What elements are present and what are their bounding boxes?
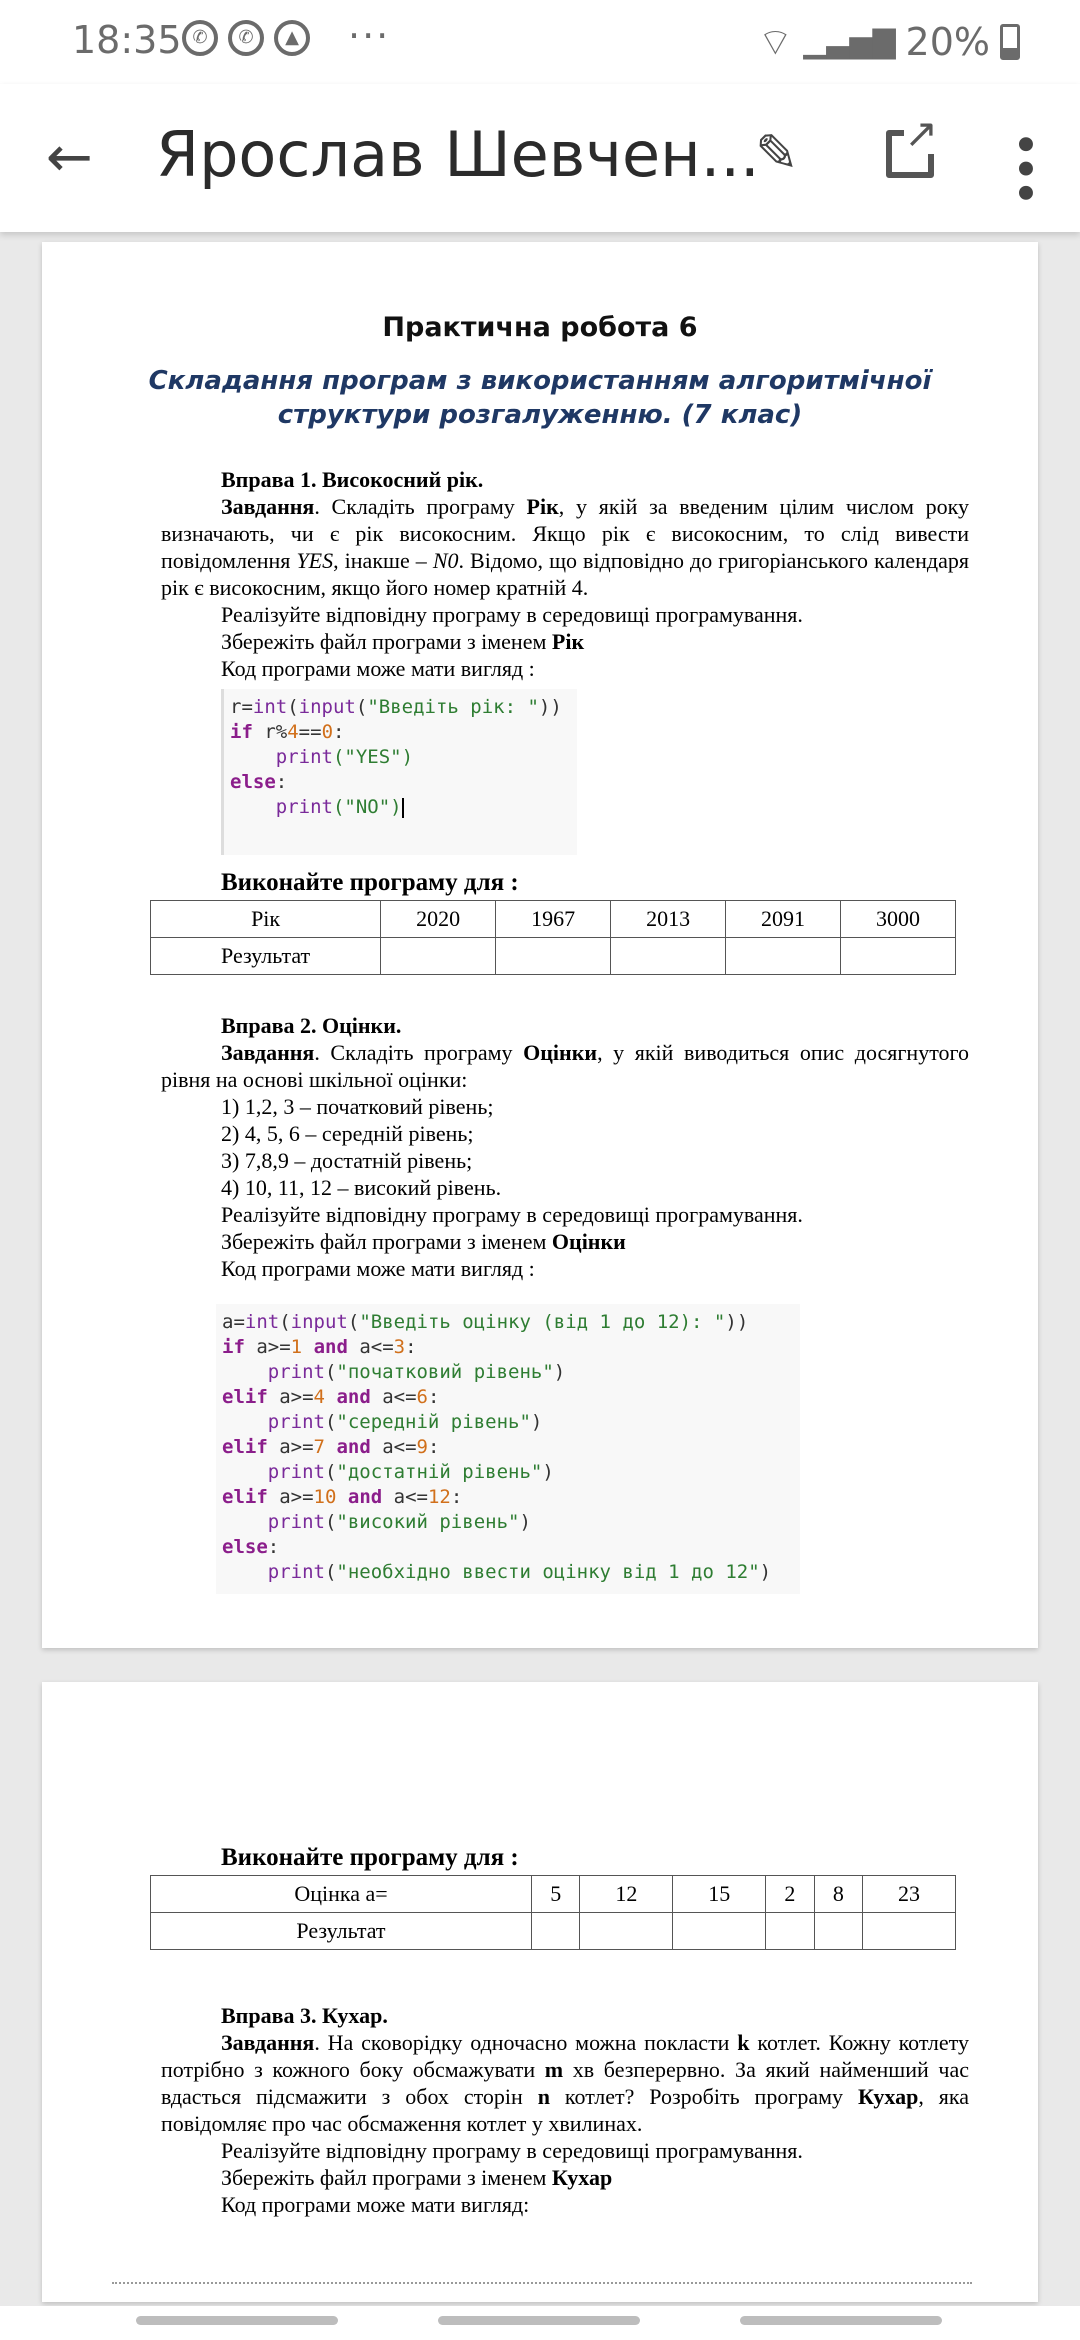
- code1-l2-b: ==: [298, 721, 322, 743]
- code2-message: "необхідно ввести оцінку від 1 до 12": [336, 1561, 760, 1583]
- ex3-save-prefix: Збережіть файл програми з іменем: [221, 2165, 552, 2190]
- ex3-task: [161, 2029, 969, 2137]
- ex3-k: k: [737, 2030, 750, 2055]
- table-cell: 23: [863, 1876, 956, 1913]
- more-vert-icon[interactable]: •••: [996, 130, 1052, 203]
- code1-l1-paren1: (: [287, 696, 299, 718]
- table-row-label: Рік: [151, 901, 381, 938]
- code2-number: 4: [313, 1386, 325, 1408]
- code2-and: and: [336, 1386, 371, 1408]
- status-bar: [0, 0, 1080, 84]
- ex1-task-text-c: , інакше –: [333, 548, 433, 573]
- subtitle-line-2: структури розгалуженню. (7 клас): [277, 400, 803, 430]
- ex2-task-text-b: , у якій виводиться опис досягнутого рівня на основі шкільної оцінки:: [161, 1040, 969, 1092]
- signal-icon: ▁▃▅▇: [803, 24, 896, 60]
- code1-l1-end: )): [538, 696, 562, 718]
- table-cell-empty: [766, 1913, 814, 1950]
- code2-number: 12: [427, 1486, 451, 1508]
- ex3-task-text-e: , яка повідомляє про час обсмаження котлет у хвилинах.: [161, 2084, 969, 2136]
- cut-off-code-line: [112, 2282, 972, 2284]
- code2-number: 9: [416, 1436, 428, 1458]
- list-item: 3) 7,8,9 – достатній рівень;: [221, 1148, 473, 1173]
- table-cell: 15: [673, 1876, 766, 1913]
- ex1-code-block: [221, 689, 577, 855]
- code1-l4-colon: :: [275, 771, 288, 793]
- ex3-code-intro: Код програми може мати вигляд:: [221, 2192, 530, 2217]
- text-cursor: [402, 798, 404, 818]
- ex1-task-text-a: . Складіть програму: [314, 494, 527, 519]
- code2-print: print: [267, 1461, 325, 1483]
- code2-keyword: elif: [222, 1436, 268, 1458]
- code1-l1-int: int: [252, 696, 288, 718]
- table-cell: 2: [766, 1876, 814, 1913]
- ex3-task-text-d: котлет? Розробіть програму: [550, 2084, 858, 2109]
- table-row: [151, 938, 956, 975]
- code2-print: print: [267, 1361, 325, 1383]
- code1-l3-string: ("YES"): [332, 746, 414, 768]
- ex2-save-name: Оцінки: [551, 1229, 626, 1254]
- list-item: 2) 4, 5, 6 – середній рівень;: [221, 1121, 474, 1146]
- code1-l4-else: else: [230, 771, 276, 793]
- ex3-n: n: [537, 2084, 550, 2109]
- code1-l2-n2: 0: [321, 721, 334, 743]
- table-cell-empty: [841, 938, 956, 975]
- ex3-implement: Реалізуйте відповідну програму в середовищі програмування.: [221, 2138, 803, 2163]
- code1-l1-input: input: [298, 696, 356, 718]
- open-external-icon[interactable]: [886, 130, 934, 178]
- ex2-run-heading: Виконайте програму для :: [221, 1844, 519, 1871]
- ex1-save-name: Рік: [551, 629, 585, 654]
- code2-else: else: [222, 1536, 268, 1558]
- ex2-task-text-a: . Складіть програму: [314, 1040, 524, 1065]
- ex2-task: [161, 1039, 969, 1093]
- ex1-save-prefix: Збережіть файл програми з іменем: [221, 629, 552, 654]
- nav-back-handle[interactable]: [740, 2316, 942, 2325]
- ex2-program-name: Оцінки: [523, 1040, 598, 1065]
- code2-number: 10: [313, 1486, 337, 1508]
- code2-keyword: elif: [222, 1486, 268, 1508]
- table-cell: 8: [814, 1876, 862, 1913]
- battery-icon: [1000, 24, 1020, 60]
- practice-title: Практична робота 6: [382, 312, 698, 343]
- ex2-items: [221, 1093, 501, 1201]
- table-row: [151, 1913, 956, 1950]
- table-cell-empty: [531, 1913, 579, 1950]
- table-cell-empty: [496, 938, 611, 975]
- ex3-heading: Вправа 3. Кухар.: [221, 2003, 388, 2028]
- code2-message: "високий рівень": [336, 1511, 520, 1533]
- edit-pencil-icon[interactable]: ✎: [755, 124, 799, 184]
- nav-home-handle[interactable]: [438, 2316, 640, 2325]
- ex1-heading: Вправа 1. Високосний рік.: [221, 467, 484, 492]
- code2-print: print: [267, 1561, 325, 1583]
- ex1-program-name: Рік: [526, 494, 559, 519]
- code1-l2-n1: 4: [287, 721, 299, 743]
- list-item: 4) 10, 11, 12 – високий рівень.: [221, 1175, 502, 1200]
- table-cell: 5: [531, 1876, 579, 1913]
- table-row: [151, 901, 956, 938]
- table-row-label: Результат: [151, 938, 381, 975]
- ex3-task-text-a: . На сковорідку одночасно можна покласти: [314, 2030, 738, 2055]
- code1-l2-a: r%: [252, 721, 288, 743]
- ex3-task-text-b: котлет. Кожну котлету потрібно з кожного боку обсмажувати: [161, 2030, 969, 2082]
- ex3-task-text-c: хв безперервно. За який найменший час вдасться підсмажити з обох сторін: [161, 2057, 969, 2109]
- ex3-m: m: [544, 2057, 564, 2082]
- code2-message: "середній рівень": [336, 1411, 531, 1433]
- code1-l1-paren2: (: [355, 696, 368, 718]
- code1-l5-string: ("NO"): [332, 796, 402, 818]
- subtitle-line-1: Складання програм з використанням алгоритмічної: [148, 366, 932, 396]
- status-right: [758, 18, 1021, 66]
- ex1-task-text-b: , у якій за введеним цілим числом року визначають, чи є рік високосним. Якщо рік є високосним, то слід вивести повідомлення: [161, 494, 970, 573]
- table-cell-empty: [726, 938, 841, 975]
- ex2-code-block: a=int(input("Введіть оцінку (від 1 до 12): ")) if a>=1 and a<=3: print("початковий рівень") elif a>=4 and a<=6: print("середній рівень") elif a>=7 and a<=9: print("достатній рівень") elif a>=10 and a<=12: print("високий рівень") else: print("необхідно ввести оцінку від 1 до 12"): [216, 1304, 800, 1594]
- nav-recents-handle[interactable]: [136, 2316, 338, 2325]
- table-cell: 3000: [841, 901, 956, 938]
- code1-l2-colon: :: [333, 721, 345, 743]
- table-cell-empty: [611, 938, 726, 975]
- table-row-label: Оцінка а=: [151, 1876, 532, 1913]
- table-cell-empty: [673, 1913, 766, 1950]
- code2-and: and: [313, 1336, 348, 1358]
- ex1-task: [161, 493, 969, 601]
- ex1-run-heading: Виконайте програму для :: [221, 869, 519, 896]
- code2-and: and: [336, 1436, 371, 1458]
- code1-l5-print: print: [275, 796, 333, 818]
- back-arrow-icon[interactable]: ←: [46, 125, 93, 190]
- ex3-save: [221, 2164, 612, 2191]
- ex1-yes: YES: [296, 548, 334, 573]
- code2-number: 1: [290, 1336, 303, 1358]
- navigation-icon: ▲: [274, 20, 310, 56]
- table-cell: 2091: [726, 901, 841, 938]
- app-bar: [0, 84, 1080, 232]
- table-cell: 2020: [381, 901, 496, 938]
- ex3-task-label: Завдання: [221, 2030, 315, 2055]
- code2-message: "початковий рівень": [336, 1361, 554, 1383]
- table-row-label: Результат: [151, 1913, 532, 1950]
- table-row: [151, 1876, 956, 1913]
- table-cell: 12: [580, 1876, 673, 1913]
- code1-l2-if: if: [230, 721, 253, 743]
- table-cell: 2013: [611, 901, 726, 938]
- ex3-program-name: Кухар: [857, 2084, 919, 2109]
- table-cell-empty: [814, 1913, 862, 1950]
- ex2-heading: Вправа 2. Оцінки.: [221, 1013, 402, 1038]
- code2-print: print: [267, 1411, 325, 1433]
- viber-icon: ✆: [182, 20, 218, 56]
- code2-input: input: [290, 1311, 348, 1333]
- practice-subtitle: [42, 364, 1038, 432]
- code1-l1-var: r=: [230, 696, 253, 718]
- code2-int: int: [244, 1311, 280, 1333]
- document-title: Ярослав Шевчен...: [156, 118, 760, 191]
- table-cell-empty: [863, 1913, 956, 1950]
- ex3-save-name: Кухар: [551, 2165, 613, 2190]
- list-item: 1) 1,2, 3 – початковий рівень;: [221, 1094, 494, 1119]
- code2-keyword: if: [222, 1336, 245, 1358]
- code2-print: print: [267, 1511, 325, 1533]
- ex1-result-table: [150, 900, 956, 975]
- code2-var: a=: [222, 1311, 245, 1333]
- table-cell-empty: [580, 1913, 673, 1950]
- ex1-implement: Реалізуйте відповідну програму в середовищі програмування.: [221, 602, 803, 627]
- ex2-task-label: Завдання: [221, 1040, 315, 1065]
- ex1-task-text-d: . Відомо, що відповідно до григоріанського календаря рік є високосним, якщо його номер кратній 4.: [161, 548, 969, 600]
- ex1-code-intro: Код програми може мати вигляд :: [221, 656, 535, 681]
- more-notifications-icon: ···: [348, 14, 391, 58]
- code2-keyword: elif: [222, 1386, 268, 1408]
- ex2-save-prefix: Збережіть файл програми з іменем: [221, 1229, 552, 1254]
- document-page-1: [42, 242, 1038, 1648]
- ex1-save: [221, 628, 584, 655]
- code1-l3-print: print: [275, 746, 333, 768]
- battery-percent: 20%: [905, 20, 990, 64]
- code2-number: 7: [313, 1436, 325, 1458]
- code2-prompt-string: "Введіть оцінку (від 1 до 12): ": [359, 1311, 726, 1333]
- ex2-result-table: [150, 1875, 956, 1950]
- code2-number: 6: [416, 1386, 428, 1408]
- navigation-bar: [0, 2306, 1080, 2340]
- code2-message: "достатній рівень": [336, 1461, 543, 1483]
- wifi-icon: ⌔: [757, 20, 794, 64]
- ex1-no: N0: [432, 548, 459, 573]
- notification-icons: [182, 20, 310, 56]
- table-cell: 1967: [496, 901, 611, 938]
- ex1-task-label: Завдання: [221, 494, 315, 519]
- ex2-implement: Реалізуйте відповідну програму в середовищі програмування.: [221, 1202, 803, 1227]
- document-page-2: [42, 1682, 1038, 2302]
- table-cell-empty: [381, 938, 496, 975]
- code2-number: 3: [393, 1336, 406, 1358]
- status-time: 18:35: [72, 18, 182, 62]
- ex2-code-intro: Код програми може мати вигляд :: [221, 1256, 535, 1281]
- code1-l1-string: "Введіть рік: ": [367, 696, 539, 718]
- ex2-save: [221, 1228, 626, 1255]
- code2-and: and: [347, 1486, 383, 1508]
- viber-icon-2: ✆: [228, 20, 264, 56]
